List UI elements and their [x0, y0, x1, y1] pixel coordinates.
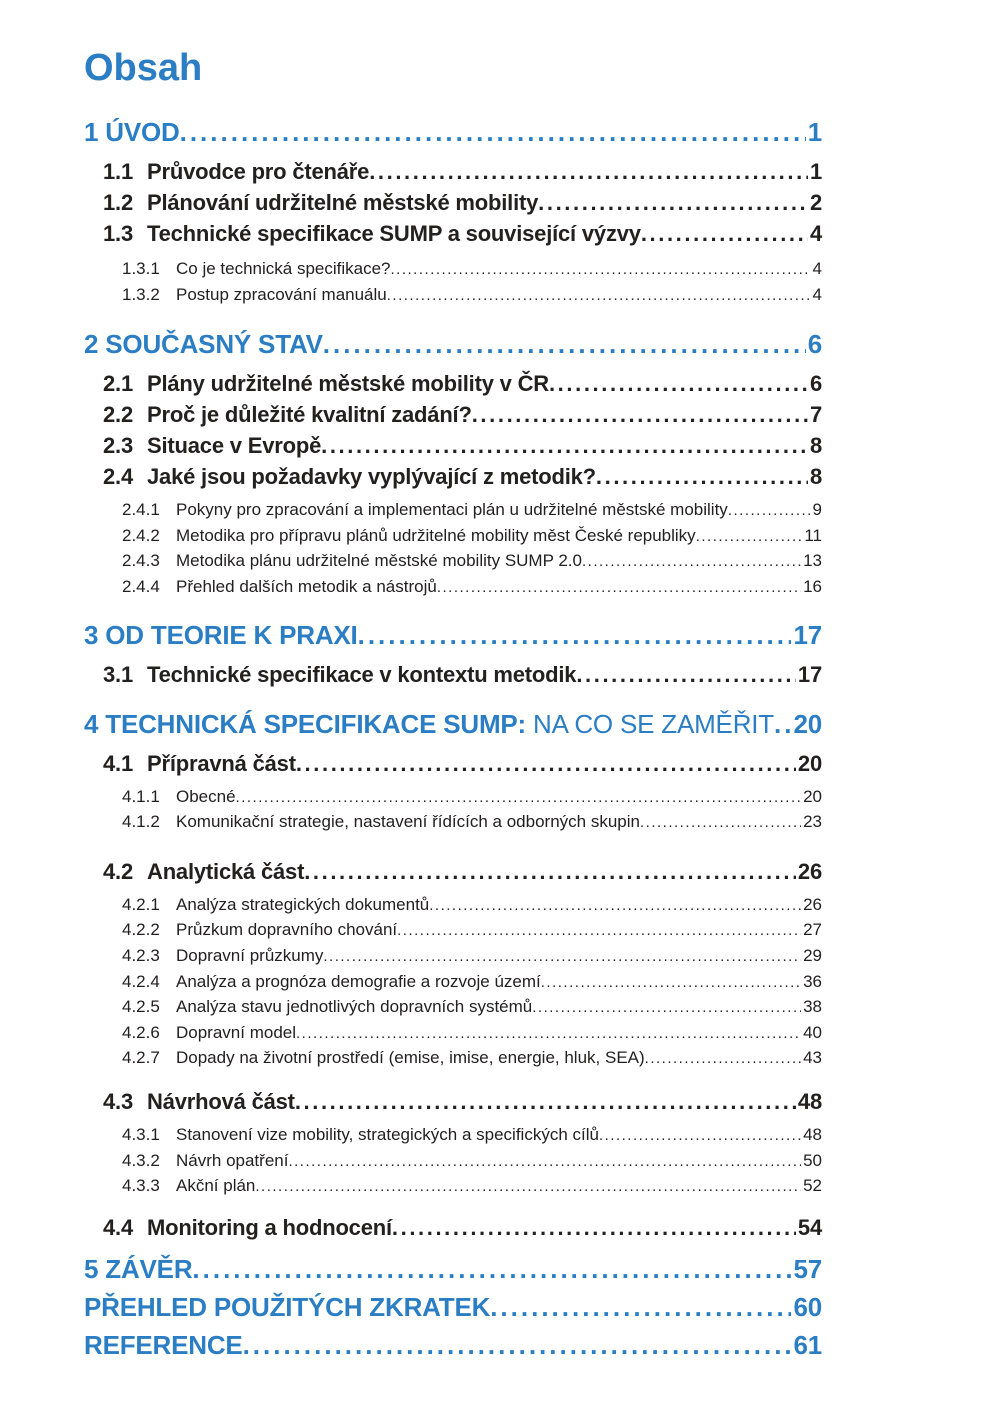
dot-leader: [599, 1123, 801, 1149]
toc-entry-page: 20: [793, 708, 822, 739]
toc-row-2-4-3[interactable]: [122, 549, 822, 575]
toc-entry-number: 4.2.7: [122, 1048, 160, 1068]
toc-row-3-1[interactable]: [103, 659, 822, 690]
toc-entry-page: 60: [793, 1291, 822, 1322]
toc-row-4-2-7[interactable]: [122, 1046, 822, 1072]
toc-entry-number: 2.4.4: [122, 576, 160, 596]
toc-entry-label: Dopravní průzkumy: [176, 945, 324, 965]
toc-entry-page: 48: [803, 1124, 822, 1144]
toc-entry-label-light: NA CO SE ZAMĚŘIT: [526, 708, 774, 739]
toc-entry-label: Komunikační strategie, nastavení řídících a odborných skupin: [176, 812, 640, 832]
toc-row-2-4-4[interactable]: [122, 575, 822, 601]
toc-row-4-2-2[interactable]: [122, 918, 822, 944]
toc-entry-label: Průvodce pro čtenáře: [147, 159, 370, 184]
toc-entry-page: 1: [807, 117, 822, 147]
dot-leader: [304, 856, 796, 887]
toc-entry-page: 4: [809, 221, 822, 246]
toc-entry-label: 1 ÚVOD: [84, 117, 180, 147]
toc-entry-number: 2.1: [103, 371, 133, 397]
toc-entry-page: 20: [797, 750, 822, 776]
toc-entry-page: 4: [812, 284, 822, 304]
toc-entry-label: Proč je důležité kvalitní zadání?: [147, 402, 472, 428]
toc-entry-label: 2 SOUČASNÝ STAV: [84, 329, 323, 360]
toc-entry-number: 4.2.1: [122, 894, 160, 914]
toc-entry-number: 4.3.2: [122, 1150, 160, 1170]
toc-entry-label: Plány udržitelné městské mobility v ČR: [147, 371, 549, 397]
toc-entry-label: Plánování udržitelné městské mobility: [147, 190, 539, 215]
dot-leader: [255, 1174, 801, 1200]
toc-group-1-3-items: [122, 257, 822, 308]
toc-entry-label: Analýza stavu jednotlivých dopravních systémů: [176, 997, 533, 1017]
toc-entry-page: 20: [803, 786, 822, 806]
toc-entry-label: Stanovení vize mobility, strategických a specifických cílů: [176, 1124, 599, 1144]
toc-row-2-3[interactable]: [103, 430, 822, 461]
toc-entry-label: Návrh opatření: [176, 1150, 289, 1170]
dot-leader: [472, 399, 808, 430]
toc-row-2-4-1[interactable]: [122, 498, 822, 524]
toc-row-4-3-2[interactable]: [122, 1149, 822, 1175]
toc-entry-page: 17: [797, 661, 822, 687]
toc-entry-label: Technické specifikace SUMP a související výzvy: [147, 221, 641, 246]
toc-entry-label: Metodika pro přípravu plánů udržitelné mobility měst České republiky: [176, 525, 696, 545]
toc-entry-page: 43: [803, 1048, 822, 1068]
dot-leader: [323, 328, 806, 360]
toc-entry-page: 6: [809, 371, 822, 397]
dot-leader: [549, 368, 808, 399]
toc-entry-label: Situace v Evropě: [147, 433, 322, 459]
toc-entry-number: 3.1: [103, 661, 133, 687]
toc-row-2-4-2[interactable]: [122, 524, 822, 550]
toc-entry-page: 9: [812, 500, 822, 520]
toc-entry-label: Přehled dalších metodik a nástrojů: [176, 576, 437, 596]
dot-leader: [576, 659, 796, 690]
toc-row-references[interactable]: [84, 1329, 822, 1361]
toc-entry-page: 16: [803, 576, 822, 596]
toc-row-section-2[interactable]: [84, 328, 822, 360]
toc-row-4-2[interactable]: [103, 856, 822, 887]
toc-entry-page: 2: [809, 190, 822, 215]
toc-entry-label: Technické specifikace v kontextu metodik: [147, 661, 577, 687]
toc-row-section-3[interactable]: [84, 619, 822, 651]
toc-row-2-1[interactable]: [103, 368, 822, 399]
toc-row-section-4[interactable]: [84, 708, 822, 740]
toc-row-2-2[interactable]: [103, 399, 822, 430]
toc-entry-label: Dopady na životní prostředí (emise, imise, energie, hluk, SEA): [176, 1048, 645, 1068]
toc-entry-number: 1.3.2: [122, 284, 160, 304]
toc-entry-page: 8: [809, 464, 822, 490]
toc-entry-number: 4.3.3: [122, 1176, 160, 1196]
toc-entry-label: Monitoring a hodnocení: [147, 1214, 392, 1240]
toc-entry-number: 4.2.6: [122, 1022, 160, 1042]
toc-entry-label: Jaké jsou požadavky vyplývající z metodik?: [147, 464, 596, 490]
toc-entry-page: 6: [807, 329, 822, 360]
toc-entry-label-bold: 4 TECHNICKÁ SPECIFIKACE SUMP:: [84, 708, 527, 739]
toc-entry-number: 4.2.2: [122, 920, 160, 940]
toc-entry-page: 57: [793, 1253, 822, 1284]
toc-entry-label: Postup zpracování manuálu: [176, 284, 387, 304]
dot-leader: [392, 1212, 796, 1243]
dot-leader: [295, 1086, 796, 1117]
toc-entry-page: 8: [809, 433, 822, 459]
dot-leader: [323, 944, 801, 970]
dot-leader: [243, 1329, 792, 1361]
toc-entry-label: Obecné: [176, 786, 236, 806]
toc-entry-page: 11: [804, 525, 822, 545]
dot-leader: [296, 1021, 801, 1047]
toc-row-1-1[interactable]: [103, 156, 822, 187]
toc-entry-number: 1.3: [103, 221, 133, 246]
dot-leader: [541, 970, 801, 996]
toc-entry-number: 4.3.1: [122, 1124, 160, 1144]
toc-entry-number: 1.2: [103, 190, 133, 215]
toc-row-4-3[interactable]: [103, 1086, 822, 1117]
toc-entry-page: 61: [793, 1329, 822, 1360]
toc-entry-page: 1: [809, 159, 822, 184]
toc-entry-page: 52: [803, 1176, 822, 1196]
page-title: Obsah: [84, 47, 203, 89]
toc-group-4-2: [103, 856, 822, 887]
dot-leader: [369, 156, 808, 187]
toc-entry-page: 29: [803, 945, 822, 965]
dot-leader: [296, 748, 796, 779]
toc-row-4-4[interactable]: [103, 1212, 822, 1243]
toc-entry-page: 13: [803, 551, 822, 571]
toc-group-2-subsections: [103, 368, 822, 492]
toc-row-abbreviations[interactable]: [84, 1291, 822, 1323]
toc-entry-label: Analytická část: [147, 858, 305, 884]
toc-row-4-3-1[interactable]: [122, 1123, 822, 1149]
toc-group-1-subsections: [103, 156, 822, 249]
toc-entry-page: 23: [803, 812, 822, 832]
toc-row-1-3-1[interactable]: [122, 257, 822, 283]
toc-entry-page: 26: [803, 894, 822, 914]
dot-leader: [596, 461, 808, 492]
toc-entry-label: Analýza strategických dokumentů: [176, 894, 430, 914]
toc-group-4-1: [103, 748, 822, 779]
toc-entry-page: 4: [812, 259, 822, 278]
toc-entry-number: 4.2: [103, 858, 133, 884]
toc-entry-label: Akční plán: [176, 1176, 256, 1196]
dot-leader: [640, 810, 801, 836]
dot-leader: [180, 116, 806, 148]
toc-row-1-3[interactable]: [103, 218, 822, 249]
toc-entry-label: Přípravná část: [147, 750, 296, 776]
dot-leader: [696, 524, 803, 550]
dot-leader: [490, 1291, 791, 1323]
dot-leader: [774, 708, 791, 740]
toc-row-4-2-4[interactable]: [122, 970, 822, 996]
toc-row-1-3-2[interactable]: [122, 283, 822, 309]
toc-entry-label: Metodika plánu udržitelné městské mobility SUMP 2.0: [176, 551, 582, 571]
toc-row-4-2-5[interactable]: [122, 995, 822, 1021]
toc-entry-number: 2.2: [103, 402, 133, 428]
dot-leader: [429, 893, 801, 919]
toc-entry-label: Analýza a prognóza demografie a rozvoje území: [176, 971, 541, 991]
dot-leader: [391, 257, 811, 283]
toc-entry-label: Pokyny pro zpracování a implementaci plán u udržitelné městské mobility: [176, 500, 728, 520]
toc-row-4-1[interactable]: [103, 748, 822, 779]
dot-leader: [321, 430, 808, 461]
toc-entry-page: 7: [809, 402, 822, 428]
toc-row-4-1-2[interactable]: [122, 810, 822, 836]
toc-entry-number: 1.3.1: [122, 259, 160, 278]
toc-entry-number: 2.4.3: [122, 551, 160, 571]
toc-row-4-3-3[interactable]: [122, 1174, 822, 1200]
toc-row-1-2[interactable]: [103, 187, 822, 218]
toc-entry-number: 4.1.1: [122, 786, 160, 806]
dot-leader: [387, 283, 811, 309]
toc-entry-number: 2.3: [103, 433, 133, 459]
toc-row-4-2-6[interactable]: [122, 1021, 822, 1047]
toc-entry-page: 17: [793, 619, 822, 650]
dot-leader: [538, 187, 808, 218]
toc-row-4-1-1[interactable]: [122, 785, 822, 811]
toc-row-section-5[interactable]: [84, 1253, 822, 1285]
toc-entry-label: PŘEHLED POUŽITÝCH ZKRATEK: [84, 1291, 491, 1322]
dot-leader: [288, 1149, 801, 1175]
toc-group-4-2-items: [122, 893, 822, 1072]
toc-entry-number: 4.1: [103, 750, 133, 776]
dot-leader: [532, 995, 801, 1021]
dot-leader: [397, 918, 801, 944]
toc-entry-label: [84, 708, 774, 740]
toc-entry-label: Dopravní model: [176, 1022, 297, 1042]
toc-group-4-3-items: [122, 1123, 822, 1200]
toc-entry-page: 48: [797, 1088, 822, 1114]
dot-leader: [641, 218, 808, 249]
toc-entry-number: 1.1: [103, 159, 133, 184]
toc-group-4-4: [103, 1212, 822, 1243]
toc-row-4-2-1[interactable]: [122, 893, 822, 919]
toc-entry-number: 2.4: [103, 464, 133, 490]
toc-row-2-4[interactable]: [103, 461, 822, 492]
dot-leader: [358, 619, 792, 651]
toc-group-4-1-items: [122, 785, 822, 836]
toc-entry-number: 4.4: [103, 1214, 133, 1240]
toc-entry-number: 4.2.5: [122, 997, 160, 1017]
toc-entry-number: 4.1.2: [122, 812, 160, 832]
toc-entry-page: 36: [803, 971, 822, 991]
toc-entry-page: 27: [803, 920, 822, 940]
toc-group-4-3: [103, 1086, 822, 1117]
toc-entry-label: REFERENCE: [84, 1329, 243, 1360]
toc-group-2-4-items: [122, 498, 822, 600]
toc-entry-label: 5 ZÁVĚR: [84, 1253, 193, 1284]
toc-group-3-subsections: [103, 659, 822, 690]
toc-entry-number: 4.3: [103, 1088, 133, 1114]
toc-entry-page: 50: [803, 1150, 822, 1170]
toc-row-4-2-3[interactable]: [122, 944, 822, 970]
toc-entry-page: 26: [797, 858, 822, 884]
toc-row-section-1[interactable]: [84, 116, 822, 148]
toc-entry-page: 38: [803, 997, 822, 1017]
toc-entry-number: 2.4.1: [122, 500, 160, 520]
toc-entry-label: Co je technická specifikace?: [176, 259, 391, 278]
toc-entry-page: 54: [797, 1214, 822, 1240]
dot-leader: [582, 549, 801, 575]
toc-entry-number: 2.4.2: [122, 525, 160, 545]
dot-leader: [728, 498, 811, 524]
toc-entry-label: Návrhová část: [147, 1088, 295, 1114]
dot-leader: [645, 1046, 801, 1072]
dot-leader: [437, 575, 801, 601]
toc-entry-label: 3 OD TEORIE K PRAXI: [84, 619, 358, 650]
dot-leader: [192, 1253, 791, 1285]
toc-entry-page: 40: [803, 1022, 822, 1042]
toc-entry-label: Průzkum dopravního chování: [176, 920, 398, 940]
toc-entry-number: 4.2.4: [122, 971, 160, 991]
toc-entry-number: 4.2.3: [122, 945, 160, 965]
dot-leader: [236, 785, 802, 811]
